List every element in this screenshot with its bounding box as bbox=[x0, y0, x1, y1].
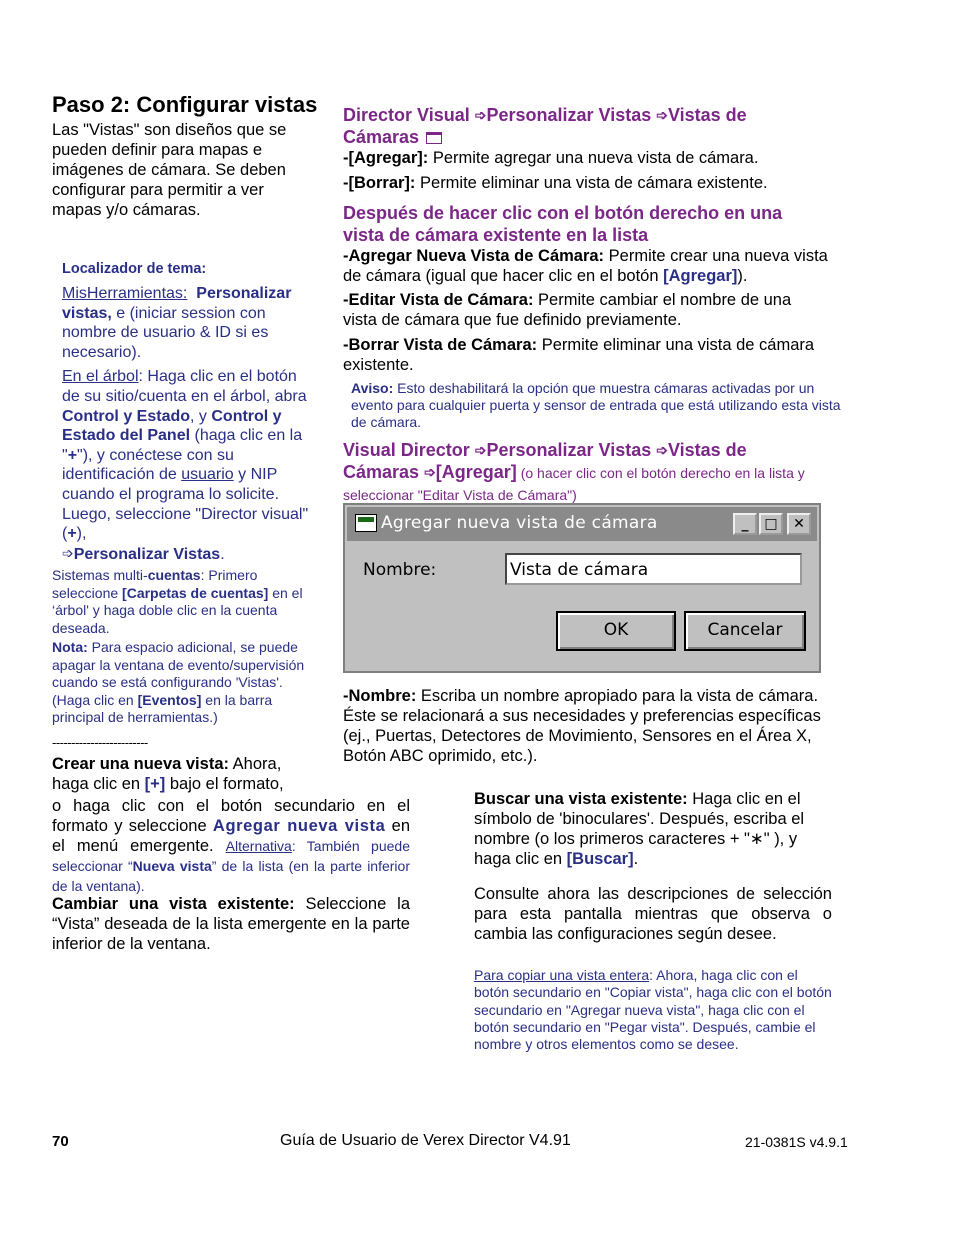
nota-label: Nota: bbox=[52, 639, 88, 655]
nota-a: Para espacio adicional, se puede apagar la ventana de evento/supervisión cuando se está configurando 'Vistas'. (Haga clic en bbox=[52, 639, 305, 708]
alt-a: : También puede seleccionar “ bbox=[52, 838, 410, 874]
crear-a: Ahora, haga clic en bbox=[52, 755, 282, 793]
l2d: (haga clic en la " bbox=[62, 427, 303, 464]
l2plus: + bbox=[67, 446, 78, 464]
cancel-label: Cancelar bbox=[707, 620, 783, 640]
maximize-button[interactable]: □ bbox=[759, 513, 783, 535]
l2f: y NIP cuando el programa lo solicite. Luego, seleccione "Director visual" ( bbox=[62, 466, 309, 543]
buscar-star: ∗ bbox=[749, 830, 764, 848]
arrow-icon: ➩ bbox=[62, 544, 74, 561]
name-label: Nombre: bbox=[363, 560, 437, 580]
copiar-note bbox=[474, 967, 834, 1053]
nombre-label: Nombre: bbox=[348, 687, 417, 705]
bvc-label: Borrar Vista de Cámara: bbox=[348, 336, 538, 354]
path2-a: Visual Director bbox=[343, 440, 475, 460]
crear-b: bajo el formato, bbox=[165, 775, 284, 793]
nombre-text: Escriba un nombre apropiado para la vista de cámara. Éste se relacionará a sus necesidades y preferencias específicas (ej., Puertas, Detectores de Movimiento, Sensores en el Área X, Botón ABC oprimido, etc.). bbox=[343, 687, 821, 765]
topic-locator bbox=[62, 259, 317, 564]
buscar-section bbox=[474, 789, 834, 869]
aviso-note bbox=[351, 380, 841, 431]
app-icon-bar bbox=[358, 517, 374, 522]
menu-path-2 bbox=[343, 439, 833, 505]
dash: - bbox=[343, 687, 349, 705]
l2b1: Control y Estado bbox=[62, 407, 191, 425]
path2-e: [Agregar] bbox=[435, 462, 517, 482]
path2-d: Cámaras bbox=[343, 462, 425, 482]
agregar-label: [Agregar]: bbox=[348, 149, 429, 167]
l2h: Personalizar Vistas bbox=[73, 545, 221, 563]
agregar-text: Permite agregar una nueva vista de cámara. bbox=[428, 149, 759, 167]
anv-label: Agregar Nueva Vista de Cámara: bbox=[348, 247, 605, 265]
intro-text: Las "Vistas" son diseños que se pueden definir para mapas e imágenes de cámara. Se deben configurar para permitir a ver mapas y/o cámaras. bbox=[52, 121, 287, 219]
footer-title: Guía de Usuario de Verex Director V4.91 bbox=[280, 1132, 571, 1149]
crear-plus: [+] bbox=[144, 775, 166, 793]
borrar-text: Permite eliminar una vista de cámara existente. bbox=[415, 174, 768, 192]
locator-title: Localizador de tema: bbox=[62, 261, 207, 277]
nombre-item bbox=[343, 686, 848, 766]
crear-e: en el menú emergente. bbox=[52, 817, 411, 855]
alt-b: Nueva vista bbox=[132, 858, 212, 874]
alt-c: ” de la lista (en la parte inferior de la ventana). bbox=[52, 858, 410, 894]
buscar-b: " ), y haga clic en bbox=[474, 830, 798, 868]
agregar-item bbox=[343, 148, 813, 168]
l2g: ), bbox=[76, 525, 87, 543]
cambiar-section bbox=[52, 894, 410, 954]
nota-b: [Eventos] bbox=[137, 691, 202, 708]
l2a: : Haga clic en el botón de su sitio/cuenta en el árbol, abra bbox=[62, 368, 307, 405]
footer-doc-id: 21-0381S v4.9.1 bbox=[745, 1134, 848, 1150]
locator-item-2 bbox=[62, 367, 317, 564]
locator-link-misherramientas[interactable]: MisHerramientas: bbox=[62, 285, 188, 302]
l2e: "), y conéctese con su identificación de bbox=[62, 446, 234, 484]
menu-path-1 bbox=[343, 104, 803, 148]
nota-c: en la barra principal de herramientas.) bbox=[52, 691, 273, 725]
name-input[interactable] bbox=[505, 553, 802, 585]
arrow-icon: ➩ bbox=[474, 442, 487, 458]
copiar-link[interactable]: Para copiar una vista entera bbox=[474, 967, 650, 983]
path2-c: Vistas de bbox=[667, 440, 747, 460]
aviso-text: Esto deshabilitará la opción que muestra cámaras activadas por un evento para cualquier puerta y sensor de entrada que está utilizando esta vista de cámara. bbox=[351, 380, 841, 430]
l2c: , y bbox=[190, 407, 212, 425]
nota-note bbox=[52, 639, 314, 727]
name-input-value: Vista de cámara bbox=[510, 560, 649, 580]
despues-heading: Después de hacer clic con el botón derecho en una vista de cámara existente en la lista bbox=[343, 203, 783, 245]
multi-d: [Carpetas de cuentas] bbox=[122, 584, 269, 601]
locator-link-usuario[interactable]: usuario bbox=[181, 466, 234, 484]
path1-c: Vistas de bbox=[667, 105, 747, 125]
path1-a: Director Visual bbox=[343, 105, 475, 125]
arrow-icon: ➩ bbox=[424, 464, 436, 480]
crear-cont bbox=[52, 796, 410, 896]
alternativa-link[interactable]: Alternativa bbox=[225, 838, 292, 854]
crear-section bbox=[52, 754, 317, 794]
locator1-rest: e (iniciar session con nombre de usuario & ID si es necesario). bbox=[62, 304, 269, 361]
consulte-text: Consulte ahora las descripciones de selección para esta pantalla mientras que observa o cambia las configuraciones según desee. bbox=[474, 885, 832, 943]
anv-c: ). bbox=[737, 267, 748, 285]
l2plus2: + bbox=[67, 525, 77, 543]
anv-item bbox=[343, 246, 828, 286]
multi-c: : Primero seleccione bbox=[52, 567, 258, 601]
evc-text: Permite cambiar el nombre de una vista de cámara que fue definido previamente. bbox=[343, 291, 792, 329]
path1-d: Cámaras bbox=[343, 127, 420, 147]
path1-b: Personalizar Vistas bbox=[486, 105, 657, 125]
l2i: . bbox=[220, 545, 225, 563]
copiar-text: : Ahora, haga clic con el botón secundario en "Copiar vista", haga clic con el botón secundario en "Agregar nueva vista", haga clic con el botón secundario en "Pegar vista". Después, cambie el nombre y otros elementos como se desee. bbox=[474, 967, 832, 1053]
crear-label: Crear una nueva vista: bbox=[52, 755, 229, 773]
multi-b: cuentas bbox=[147, 567, 201, 583]
dash: - bbox=[343, 247, 349, 265]
buscar-label: Buscar una vista existente: bbox=[474, 790, 688, 808]
minimize-button[interactable]: _ bbox=[733, 513, 757, 535]
crear-c: o haga clic con el botón secundario en el formato y seleccione bbox=[52, 797, 410, 835]
dash: - bbox=[343, 174, 349, 192]
ok-label: OK bbox=[603, 620, 629, 640]
multi-e: en el ‘árbol' y haga doble clic en la cuenta deseada. bbox=[52, 584, 303, 636]
app-icon bbox=[355, 514, 377, 532]
anv-a: Permite crear una nueva vista de cámara (igual que hacer clic en el botón bbox=[343, 247, 828, 285]
buscar-a: Haga clic en el símbolo de 'binoculares'. Después, escriba el nombre (o los primeros caracteres + " bbox=[474, 790, 805, 848]
borrar-item bbox=[343, 173, 813, 193]
crear-d: Agregar nueva vista bbox=[212, 817, 386, 835]
dash: - bbox=[343, 291, 349, 309]
bvc-text: Permite eliminar una vista de cámara existente. bbox=[343, 336, 815, 374]
buscar-c: [Buscar] bbox=[566, 850, 634, 868]
buscar-d: . bbox=[633, 850, 639, 868]
locator-item-1 bbox=[62, 284, 317, 362]
multi-a: Sistemas multi- bbox=[52, 567, 148, 583]
bvc-item bbox=[343, 335, 843, 375]
add-view-dialog bbox=[343, 503, 821, 673]
anv-b: [Agregar] bbox=[663, 267, 738, 285]
dialog-title: Agregar nueva vista de cámara bbox=[381, 513, 658, 533]
multi-accounts-note bbox=[52, 567, 314, 637]
arrow-icon: ➩ bbox=[656, 107, 668, 123]
evc-item bbox=[343, 290, 828, 330]
folder-icon bbox=[426, 132, 442, 144]
cancel-button[interactable] bbox=[684, 611, 806, 651]
ok-button[interactable] bbox=[556, 611, 676, 651]
l2b2: Control y Estado del Panel bbox=[62, 407, 282, 445]
separator-dashes: ------------------------- bbox=[52, 735, 148, 750]
page-number: 70 bbox=[52, 1133, 69, 1150]
cambiar-text: Seleccione la “Vista” deseada de la lista emergente en la parte inferior de la ventana. bbox=[52, 895, 411, 953]
cambiar-label: Cambiar una vista existente: bbox=[52, 895, 295, 913]
dash: - bbox=[343, 149, 349, 167]
path2-note: (o hacer clic con el botón derecho en la lista y seleccionar "Editar Vista de Cámara") bbox=[343, 465, 805, 503]
evc-label: Editar Vista de Cámara: bbox=[348, 291, 534, 309]
dialog-titlebar[interactable] bbox=[347, 507, 817, 541]
step-heading: Paso 2: Configurar vistas bbox=[52, 92, 318, 117]
aviso-label: Aviso: bbox=[351, 380, 394, 396]
arrow-icon: ➩ bbox=[656, 442, 668, 458]
path2-b: Personalizar Vistas bbox=[486, 440, 657, 460]
locator1-bold: Personalizar vistas, bbox=[62, 285, 292, 322]
dash: - bbox=[343, 336, 349, 354]
borrar-label: [Borrar]: bbox=[348, 174, 416, 192]
locator-link-arbol[interactable]: En el árbol bbox=[62, 368, 139, 386]
arrow-icon: ➩ bbox=[474, 107, 487, 123]
close-button[interactable]: ✕ bbox=[787, 513, 811, 535]
